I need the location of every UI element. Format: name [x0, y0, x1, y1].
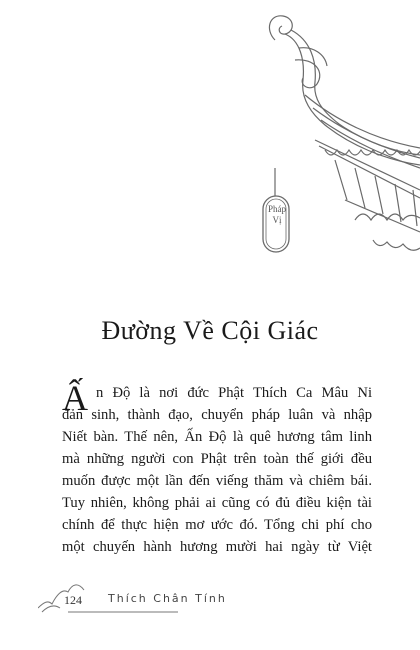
- text-line: n Độ là nơi đức Phật Thích Ca Mâu Ni: [96, 385, 372, 401]
- text-line: muốn được một lần đến viếng thăm và chiêm bái.: [62, 473, 372, 489]
- body-paragraph: [62, 378, 372, 558]
- page-number: 124: [64, 593, 82, 607]
- drop-cap: Ấ: [62, 378, 88, 418]
- temple-roof-ornament: [255, 0, 420, 280]
- text-line: đản sinh, thành đạo, chuyển pháp luân và nhập: [62, 407, 372, 423]
- footer-author: Thích Chân Tính: [108, 592, 227, 605]
- text-line: Tuy nhiên, không phải ai cũng có đủ điều kiện tài: [62, 495, 372, 511]
- text-line: mà những người con Phật trên toàn thế giới đều: [62, 451, 372, 467]
- seal-text: Pháp Vị: [268, 204, 286, 225]
- text-line: Niết bàn. Thế nên, Ấn Độ là quê hương tâm linh: [62, 429, 372, 445]
- chapter-title: Đường Về Cội Giác: [101, 316, 319, 345]
- text-line: chính để thực hiện mơ ước đó. Tổng chi phí cho: [62, 517, 372, 533]
- text-line: một chuyến hành hương mười hai ngày từ Việt: [62, 539, 372, 555]
